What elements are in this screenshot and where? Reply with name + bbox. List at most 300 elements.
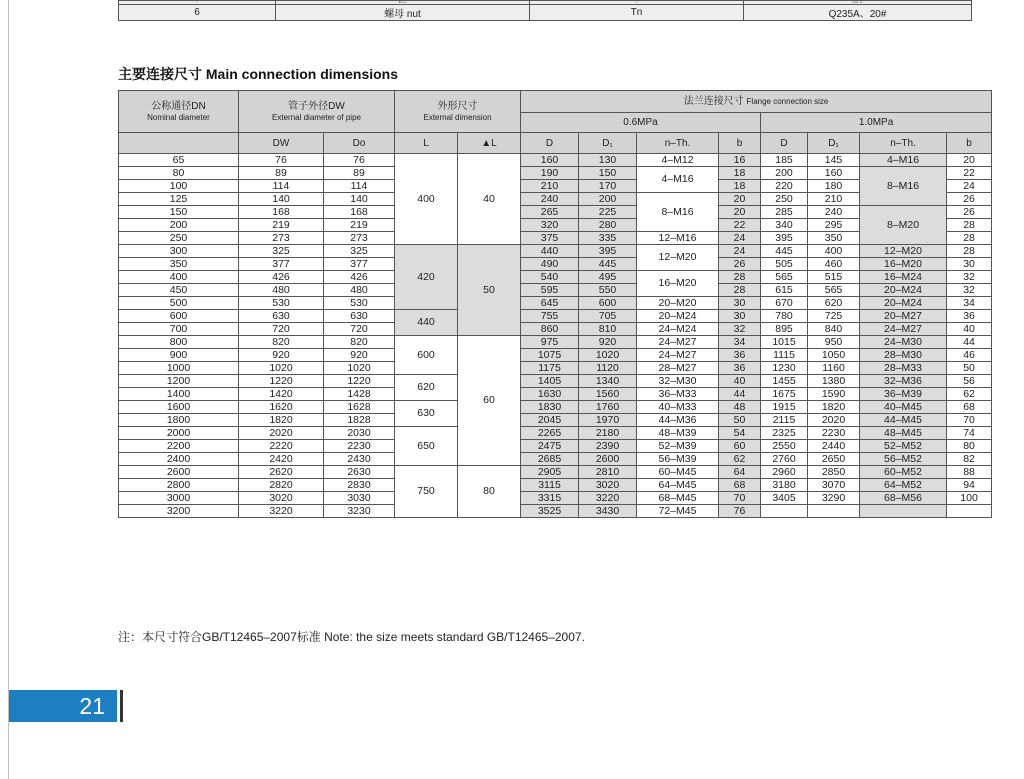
cell-b-10: 28 [947,219,992,232]
cell-b-06: 50 [719,414,761,427]
table-row [119,271,992,284]
cell-dn: 600 [119,310,239,323]
cell-nth-06: 72–M45 [637,505,719,518]
cell-b-10: 28 [947,232,992,245]
cell-d-06: 2685 [521,453,579,466]
cell-l: 400 [395,154,458,245]
cell-nth-10: 20–M24 [860,297,947,310]
cell-nth-06: 12–M16 [637,232,719,245]
cell-nth-10: 44–M45 [860,414,947,427]
cell-d1-06: 395 [579,245,637,258]
cell-nth-10: 52–M52 [860,440,947,453]
cell-nth-10: 60–M52 [860,466,947,479]
dimensions-table-body [119,154,992,518]
cell-l: 650 [395,427,458,466]
table-row [119,323,992,336]
header-flange-cn: 法兰连接尺寸 [683,96,744,107]
cell-l: 620 [395,375,458,401]
cell-d1-10: 950 [808,336,860,349]
cell-b-06: 54 [719,427,761,440]
cell-d1-06: 3020 [579,479,637,492]
cell-nth-10: 64–M52 [860,479,947,492]
cell-d1-06: 550 [579,284,637,297]
cell-nth-06: 40–M33 [637,401,719,414]
cell-d1-06: 600 [579,297,637,310]
cell-dw: 630 [239,310,324,323]
partial-cell: Q235A、35# [744,1,972,5]
header-row [119,91,992,113]
cell-b-10: 74 [947,427,992,440]
cell-dw: 920 [239,349,324,362]
cell-d1-10: 2650 [808,453,860,466]
cell-b-10: 56 [947,375,992,388]
cell-dw: 820 [239,336,324,349]
cell-do: 1220 [324,375,395,388]
cell-do: 3230 [324,505,395,518]
cell-b-10: 94 [947,479,992,492]
cell-d-10: 250 [761,193,808,206]
cell-b-06: 36 [719,349,761,362]
cell-dn: 1400 [119,388,239,401]
cell-do: 114 [324,180,395,193]
cell-d1-06: 280 [579,219,637,232]
cell-dn: 700 [119,323,239,336]
cell-do: 2630 [324,466,395,479]
header-row [119,133,992,154]
cell-d-06: 1175 [521,362,579,375]
table-row [119,336,992,349]
cell-d-10: 1455 [761,375,808,388]
header-nominal-diameter [119,91,239,133]
cell-do: 820 [324,336,395,349]
cell-d-06: 595 [521,284,579,297]
part-name: 螺母 nut [276,5,530,21]
cell-d-10: 2760 [761,453,808,466]
cell-d-10: 670 [761,297,808,310]
cell-d-06: 440 [521,245,579,258]
cell-d1-10: 3290 [808,492,860,505]
cell-dn: 65 [119,154,239,167]
cell-dw: 1620 [239,401,324,414]
cell-do: 2430 [324,453,395,466]
cell-d-10: 220 [761,180,808,193]
cell-dn: 125 [119,193,239,206]
table-row [119,258,992,271]
table-row [119,167,992,180]
cell-d1-06: 1760 [579,401,637,414]
section-title-en: Main connection dimensions [205,66,399,82]
cell-d-06: 320 [521,219,579,232]
cell-d1-06: 3220 [579,492,637,505]
cell-dn: 200 [119,219,239,232]
table-row [119,154,992,167]
cell-dw: 1020 [239,362,324,375]
cell-d1-10: 295 [808,219,860,232]
cell-b-10: 26 [947,206,992,219]
cell-b-06: 60 [719,440,761,453]
cell-dw: 325 [239,245,324,258]
cell-dn: 250 [119,232,239,245]
cell-nth-10: 12–M20 [860,245,947,258]
cell-do: 377 [324,258,395,271]
cell-dn: 1600 [119,401,239,414]
cell-b-10: 80 [947,440,992,453]
cell-nth-06: 52–M39 [637,440,719,453]
cell-nth-06: 28–M27 [637,362,719,375]
cell-d-06: 375 [521,232,579,245]
cell-d-10: 395 [761,232,808,245]
cell-dn: 2000 [119,427,239,440]
cell-b-10: 62 [947,388,992,401]
partial-cell: 5 [119,1,276,5]
cell-d1-06: 335 [579,232,637,245]
cell-b-10: 32 [947,284,992,297]
cell-do: 76 [324,154,395,167]
cell-nth-06: 32–M30 [637,375,719,388]
cell-d1-10: 160 [808,167,860,180]
cell-d-06: 190 [521,167,579,180]
cell-d1-10: 1160 [808,362,860,375]
cell-dw: 2020 [239,427,324,440]
cell-do: 2830 [324,479,395,492]
cell-d-06: 860 [521,323,579,336]
cell-d-06: 645 [521,297,579,310]
cell-d1-06: 1560 [579,388,637,401]
header-d: D [521,133,579,154]
cell-d-10: 1115 [761,349,808,362]
cell-dn: 3200 [119,505,239,518]
cell-nth-06: 56–M39 [637,453,719,466]
part-number: 6 [119,5,276,21]
page-margin-line [8,0,9,779]
cell-d1-10: 1820 [808,401,860,414]
cell-d-10: 3405 [761,492,808,505]
cell-d-10: 1675 [761,388,808,401]
cell-dw: 1220 [239,375,324,388]
cell-b-06: 26 [719,258,761,271]
cell-dn: 1800 [119,414,239,427]
cell-b-06: 76 [719,505,761,518]
dimensions-table [118,90,992,518]
cell-nth-10: 56–M52 [860,453,947,466]
cell-delta-l: 50 [458,245,521,336]
cell-d-06: 490 [521,258,579,271]
cell-d-10: 1015 [761,336,808,349]
cell-dn: 500 [119,297,239,310]
header-dw: DW [239,133,324,154]
header-ext-cn: 外形尺寸 [437,100,478,112]
table-row [119,362,992,375]
cell-dn: 300 [119,245,239,258]
cell-dw: 1420 [239,388,324,401]
cell-b-06: 70 [719,492,761,505]
cell-dn: 1200 [119,375,239,388]
partial-cell: 螺柱 bolt [276,1,530,5]
cell-dn: 400 [119,271,239,284]
cell-b-10: 26 [947,193,992,206]
cell-d1-10: 2440 [808,440,860,453]
cell-dw: 1820 [239,414,324,427]
table-row [119,5,972,21]
cell-do: 1020 [324,362,395,375]
cell-dw: 377 [239,258,324,271]
cell-d1-10: 515 [808,271,860,284]
cell-d1-06: 3430 [579,505,637,518]
cell-dw: 89 [239,167,324,180]
cell-dn: 2400 [119,453,239,466]
cell-l: 420 [395,245,458,310]
cell-dw: 3020 [239,492,324,505]
part-code: Tn [530,5,744,21]
cell-b-10: 88 [947,466,992,479]
cell-l: 750 [395,466,458,518]
table-row [119,466,992,479]
cell-dn: 2800 [119,479,239,492]
cell-nth-10: 16–M24 [860,271,947,284]
cell-b-06: 24 [719,245,761,258]
cell-d-10: 200 [761,167,808,180]
cell-d-06: 540 [521,271,579,284]
cell-d-10 [761,505,808,518]
cell-b-10: 44 [947,336,992,349]
cell-d1-06: 445 [579,258,637,271]
header-dw-en: External diameter of pipe [272,112,361,122]
cell-dn: 900 [119,349,239,362]
cell-d-06: 1075 [521,349,579,362]
cell-d1-06: 2810 [579,466,637,479]
header-nth: n–Th. [637,133,719,154]
cell-dw: 168 [239,206,324,219]
table-row [119,505,992,518]
cell-d1-06: 705 [579,310,637,323]
cell-d1-06: 810 [579,323,637,336]
cell-d1-10: 210 [808,193,860,206]
cell-dn: 800 [119,336,239,349]
cell-nth-10: 8–M20 [860,206,947,245]
header-pressure-06: 0.6MPa [521,113,761,133]
header-d1: D₁ [808,133,860,154]
cell-d1-06: 1340 [579,375,637,388]
cell-d-06: 3525 [521,505,579,518]
cell-nth-06: 68–M45 [637,492,719,505]
cell-do: 273 [324,232,395,245]
cell-b-10: 24 [947,180,992,193]
header-flange-en: Flange connection size [746,97,829,106]
cell-do: 2230 [324,440,395,453]
cell-b-06: 34 [719,336,761,349]
footnote: 注：本尺寸符合GB/T12465–2007标准 Note: the size meets standard GB/T12465–2007. [118,630,585,644]
cell-nth-06: 24–M24 [637,323,719,336]
cell-do: 630 [324,310,395,323]
cell-nth-10: 36–M39 [860,388,947,401]
cell-dw: 720 [239,323,324,336]
cell-nth-10: 24–M30 [860,336,947,349]
part-material: Q235A、20# [744,5,972,21]
cell-d-06: 265 [521,206,579,219]
cell-dn: 2200 [119,440,239,453]
cell-b-06: 64 [719,466,761,479]
cell-d1-06: 2390 [579,440,637,453]
cell-b-06: 16 [719,154,761,167]
cell-nth-06: 16–M20 [637,271,719,297]
table-row [119,427,992,440]
cell-nth-06: 12–M20 [637,245,719,271]
header-b: b [719,133,761,154]
cell-do: 720 [324,323,395,336]
cell-b-06: 18 [719,180,761,193]
table-row [119,440,992,453]
cell-dw: 480 [239,284,324,297]
table-row [119,245,992,258]
cell-do: 89 [324,167,395,180]
table-row [119,375,992,388]
cell-nth-06: 60–M45 [637,466,719,479]
cell-b-10 [947,505,992,518]
cell-dn: 2600 [119,466,239,479]
partial-cell: Tr [530,1,744,5]
cell-nth-10: 28–M33 [860,362,947,375]
cell-nth-06: 24–M27 [637,349,719,362]
cell-delta-l: 60 [458,336,521,466]
table-row [119,284,992,297]
cell-dw: 2420 [239,453,324,466]
cell-nth-10: 68–M56 [860,492,947,505]
cell-dw: 140 [239,193,324,206]
cell-nth-10: 20–M24 [860,284,947,297]
cell-nth-10: 20–M27 [860,310,947,323]
cell-nth-06: 44–M36 [637,414,719,427]
cell-d-10: 2325 [761,427,808,440]
cell-b-06: 28 [719,284,761,297]
cell-do: 219 [324,219,395,232]
header-external-dimension [395,91,521,133]
cell-d-10: 1915 [761,401,808,414]
cell-do: 426 [324,271,395,284]
cell-d1-06: 170 [579,180,637,193]
cell-d-10: 895 [761,323,808,336]
cell-d-06: 2045 [521,414,579,427]
cell-d-06: 160 [521,154,579,167]
cell-do: 140 [324,193,395,206]
cell-d-06: 1830 [521,401,579,414]
table-row [119,479,992,492]
cell-d-06: 1630 [521,388,579,401]
cell-b-06: 32 [719,323,761,336]
cell-b-10: 28 [947,245,992,258]
cell-d-10: 445 [761,245,808,258]
cell-d-10: 2115 [761,414,808,427]
table-row [119,297,992,310]
cell-b-10: 68 [947,401,992,414]
cell-d-10: 780 [761,310,808,323]
cell-b-06: 62 [719,453,761,466]
cell-do: 1828 [324,414,395,427]
page-number: 21 [79,693,105,719]
cell-nth-06: 4–M12 [637,154,719,167]
cell-d-10: 3180 [761,479,808,492]
table-row [119,414,992,427]
cell-d1-10: 2850 [808,466,860,479]
cell-delta-l: 80 [458,466,521,518]
cell-d-10: 2960 [761,466,808,479]
header-d: D [761,133,808,154]
cell-nth-10: 28–M30 [860,349,947,362]
cell-d-06: 2265 [521,427,579,440]
cell-d1-10: 1050 [808,349,860,362]
cell-d1-10: 620 [808,297,860,310]
cell-d-06: 2905 [521,466,579,479]
cell-dw: 426 [239,271,324,284]
cell-d1-06: 130 [579,154,637,167]
header-pipe-diameter [239,91,395,133]
cell-d1-06: 1970 [579,414,637,427]
cell-dw: 2220 [239,440,324,453]
cell-do: 920 [324,349,395,362]
page-number-divider [120,690,123,722]
header-flange-size [521,91,992,113]
cell-d1-10: 2230 [808,427,860,440]
header-ext-en: External dimension [423,112,492,122]
cell-d1-10: 3070 [808,479,860,492]
table-row [119,388,992,401]
cell-d1-06: 495 [579,271,637,284]
cell-b-10: 30 [947,258,992,271]
cell-d-06: 3115 [521,479,579,492]
cell-dn: 150 [119,206,239,219]
cell-b-06: 48 [719,401,761,414]
cell-l: 440 [395,310,458,336]
table-row [119,206,992,219]
cell-d1-10: 460 [808,258,860,271]
cell-d1-06: 225 [579,206,637,219]
cell-do: 2030 [324,427,395,440]
cell-b-10: 22 [947,167,992,180]
cell-d-10: 615 [761,284,808,297]
cell-dw: 3220 [239,505,324,518]
header-l: L [395,133,458,154]
cell-dw: 2620 [239,466,324,479]
header-dn [119,133,239,154]
header-do: Do [324,133,395,154]
cell-b-10: 40 [947,323,992,336]
cell-nth-06: 20–M24 [637,310,719,323]
cell-dw: 219 [239,219,324,232]
cell-b-10: 70 [947,414,992,427]
cell-nth-10 [860,505,947,518]
cell-nth-06: 64–M45 [637,479,719,492]
cell-d-10: 505 [761,258,808,271]
cell-nth-10: 8–M16 [860,167,947,206]
cell-dw: 114 [239,180,324,193]
cell-dw: 530 [239,297,324,310]
cell-do: 530 [324,297,395,310]
cell-d-10: 565 [761,271,808,284]
cell-dw: 76 [239,154,324,167]
cell-dn: 1000 [119,362,239,375]
cell-nth-10: 32–M36 [860,375,947,388]
page-number-bar [9,690,117,722]
cell-nth-06: 8–M16 [637,193,719,232]
cell-l: 600 [395,336,458,375]
table-row [119,453,992,466]
cell-nth-06: 48–M39 [637,427,719,440]
cell-d1-06: 200 [579,193,637,206]
cell-d-06: 3315 [521,492,579,505]
cell-d1-06: 920 [579,336,637,349]
cell-d1-10: 1590 [808,388,860,401]
cell-b-10: 100 [947,492,992,505]
cell-nth-10: 48–M45 [860,427,947,440]
